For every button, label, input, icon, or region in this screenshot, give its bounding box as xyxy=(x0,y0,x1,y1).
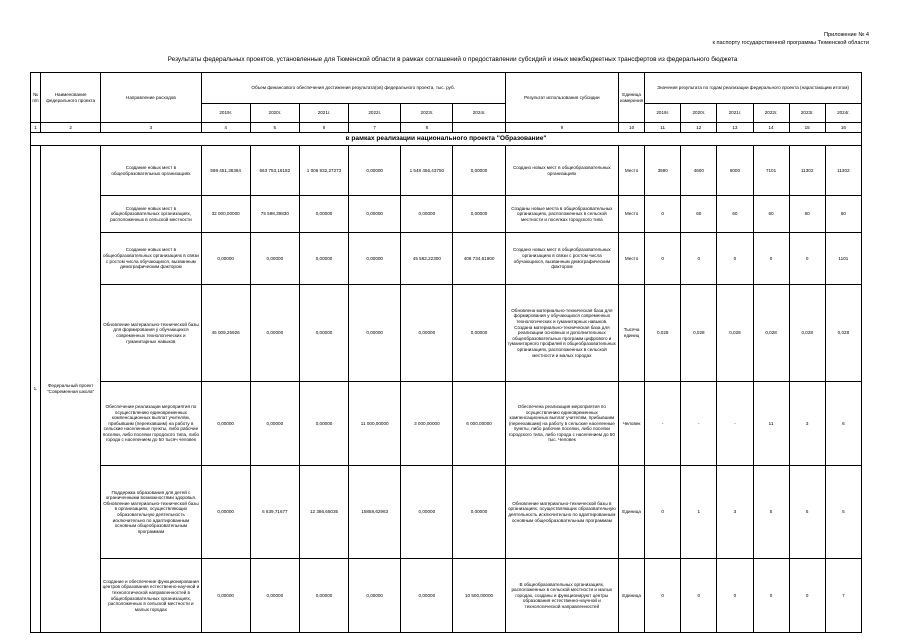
value-cell: 3 xyxy=(789,382,825,466)
column-number: 10 xyxy=(619,123,645,133)
column-number: 4 xyxy=(201,123,250,133)
value-cell: 0 xyxy=(645,233,681,285)
funding-cell: 598 451,36364 xyxy=(201,146,250,196)
value-cell: - xyxy=(681,382,717,466)
header-funding-year: 2020г. xyxy=(250,104,299,123)
funding-cell: 0,00000 xyxy=(401,466,453,559)
value-cell: 1 xyxy=(681,466,717,559)
funding-cell: 15858,62963 xyxy=(349,466,401,559)
column-number: 2 xyxy=(41,123,101,133)
header-funding-year: 2024г. xyxy=(453,104,505,123)
value-cell: 0 xyxy=(753,559,789,633)
column-number: 3 xyxy=(101,123,201,133)
direction-cell: Создание и обеспечение функционирования центров образования естественно-научной и технологической направленностей в общеобразовательных организациях, расположенных в сельской местности и малых городах xyxy=(101,559,201,633)
column-number: 6 xyxy=(299,123,348,133)
funding-cell: 0,00000 xyxy=(201,382,250,466)
value-cell: 0 xyxy=(753,233,789,285)
table-row xyxy=(31,382,862,466)
funding-cell: 0,00000 xyxy=(349,559,401,633)
table-row xyxy=(31,196,862,233)
value-cell: 0 xyxy=(717,233,753,285)
value-cell: 11302 xyxy=(789,146,825,196)
funding-cell: 0,00000 xyxy=(453,196,505,233)
row-number: 1. xyxy=(31,146,41,633)
value-cell: 6000 xyxy=(717,146,753,196)
value-cell: 3 xyxy=(717,466,753,559)
column-number: 16 xyxy=(825,123,861,133)
value-cell: 60 xyxy=(681,196,717,233)
value-cell: 0,028 xyxy=(681,285,717,382)
column-number-row xyxy=(31,123,862,133)
value-cell: 60 xyxy=(789,196,825,233)
value-cell: 4600 xyxy=(681,146,717,196)
header-funding-year: 2022г. xyxy=(349,104,401,123)
funding-cell: 0,00000 xyxy=(201,559,250,633)
funding-cell: 1 006 932,27273 xyxy=(299,146,348,196)
funding-cell: 0,00000 xyxy=(401,196,453,233)
header-funding-year: 2021г. xyxy=(299,104,348,123)
header-funding-year: 2019г. xyxy=(201,104,250,123)
value-cell: - xyxy=(717,382,753,466)
header-funding: Объем финансового обеспечения достижения результата(ов) федерального проекта, тыс. руб. xyxy=(201,73,505,104)
unit-cell: Место xyxy=(619,196,645,233)
table-row xyxy=(31,146,862,196)
funding-cell: 12 386,65035 xyxy=(299,466,348,559)
result-cell: Создано новых мест в общеобразовательных организациях xyxy=(505,146,618,196)
header-value-year: 2021г. xyxy=(717,104,753,123)
header-value-year: 2023г. xyxy=(789,104,825,123)
value-cell: 11302 xyxy=(825,146,861,196)
column-number: 11 xyxy=(645,123,681,133)
value-cell: 60 xyxy=(825,196,861,233)
unit-cell: Единица xyxy=(619,559,645,633)
result-cell: В общеобразовательных организациях, расположенных в сельской местности и малых городах, созданы и функционируют центры образования естественно-научной и технологической направленностей xyxy=(505,559,618,633)
direction-cell: Создание новых мест в общеобразовательных организациях, расположенных в сельской местности xyxy=(101,196,201,233)
table-row xyxy=(31,233,862,285)
result-cell: Обновление материально-технической базы в организациях, осуществляющих образовательную деятельность исключительно по адаптированным основным общеобразовательным программам xyxy=(505,466,618,559)
direction-cell: Обеспечение реализации мероприятия по осуществлению единовременных компенсационных выплат учителям, прибывшим (переехавшим) на работу в сельские населенные пункты, либо рабочие поселки, либо поселки городского типа, либо города с населением до 50 тысяч человек xyxy=(101,382,201,466)
value-cell: 1101 xyxy=(825,233,861,285)
column-number: 7 xyxy=(349,123,401,133)
column-number: 12 xyxy=(681,123,717,133)
funding-cell: 408 734,61900 xyxy=(453,233,505,285)
column-number: 15 xyxy=(789,123,825,133)
funding-cell: 0,00000 xyxy=(201,466,250,559)
appendix-note xyxy=(713,31,869,47)
value-cell: 0,028 xyxy=(753,285,789,382)
value-cell: 60 xyxy=(717,196,753,233)
header-unit: Единица измерения xyxy=(619,73,645,123)
value-cell: 0 xyxy=(645,196,681,233)
funding-cell: 0,00000 xyxy=(453,146,505,196)
funding-cell: 0,00000 xyxy=(453,466,505,559)
appendix-line-1: Приложение № 4 xyxy=(823,32,869,38)
header-value-year: 2020г. xyxy=(681,104,717,123)
column-number: 14 xyxy=(753,123,789,133)
section-title: в рамках реализации национального проекта "Образование" xyxy=(31,133,862,146)
funding-cell: 0,00000 xyxy=(299,285,348,382)
value-cell: 0 xyxy=(717,559,753,633)
funding-cell: 45 562,22300 xyxy=(401,233,453,285)
value-cell: 0 xyxy=(789,233,825,285)
funding-cell: 0,00000 xyxy=(453,285,505,382)
column-number: 5 xyxy=(250,123,299,133)
value-cell: 5 xyxy=(825,466,861,559)
header-value-year: 2019г. xyxy=(645,104,681,123)
funding-cell: 11 000,00000 xyxy=(349,382,401,466)
header-value-year: 2022г. xyxy=(753,104,789,123)
document-title: Результаты федеральных проектов, установленные для Тюменской области в рамках соглашений о предоставлении субсидий и иных межбюджетных трансфертов из федерального бюджета xyxy=(167,56,738,63)
unit-cell: Тысяча единиц xyxy=(619,285,645,382)
header-num: № п/п xyxy=(31,73,41,123)
unit-cell: Единица xyxy=(619,466,645,559)
result-cell: Обновлена материально-техническая база для формирования у обучающихся современных технологических и гуманитарных навыков. Создана материально-техническая база для реализации основных и дополнительных общеобразовательных программ цифрового и гуманитарного профилей в общеобразовательных организациях, расположенных в сельской местности и малых городах xyxy=(505,285,618,382)
funding-cell: 0,00000 xyxy=(250,285,299,382)
value-cell: 7 xyxy=(825,559,861,633)
value-cell: 6 xyxy=(825,382,861,466)
value-cell: - xyxy=(645,382,681,466)
funding-cell: 0,00000 xyxy=(299,382,348,466)
funding-cell: 0,00000 xyxy=(299,196,348,233)
header-direction: Направление расходов xyxy=(101,73,201,123)
value-cell: 0 xyxy=(645,559,681,633)
header-funding-year: 2023г. xyxy=(401,104,453,123)
unit-cell: Место xyxy=(619,146,645,196)
funding-cell: 0,00000 xyxy=(349,285,401,382)
result-cell: Создано новых мест в общеобразовательных организациях в связи с ростом числа обучающихся, вызванным демографическим фактором xyxy=(505,233,618,285)
funding-cell: 0,00000 xyxy=(401,559,453,633)
value-cell: 0 xyxy=(681,559,717,633)
funding-cell: 0,00000 xyxy=(299,233,348,285)
results-table xyxy=(30,72,862,633)
value-cell: 0 xyxy=(645,466,681,559)
table-row xyxy=(31,285,862,382)
funding-cell: 0,00000 xyxy=(349,146,401,196)
value-cell: 3590 xyxy=(645,146,681,196)
result-cell: Обеспечена реализация мероприятия по осуществлению единовременных компенсационных выплат учителям, прибывшим (переехавшим) на работу в сельские населенные пункты, либо рабочие поселки, либо поселки городского типа, либо города с населением до 50 тыс. Человек xyxy=(505,382,618,466)
column-number: 8 xyxy=(401,123,453,133)
direction-cell: Обновление материально-технической базы для формирования у обучающихся современных технологических и гуманитарных навыков xyxy=(101,285,201,382)
funding-cell: 0,00000 xyxy=(349,196,401,233)
header-project-name: Наименование федерального проекта xyxy=(41,73,101,123)
value-cell: 11 xyxy=(753,382,789,466)
table-row xyxy=(31,466,862,559)
column-number: 13 xyxy=(717,123,753,133)
direction-cell: Создание новых мест в общеобразовательных организациях в связи с ростом числа обучающихся, вызванным демографическим фактором xyxy=(101,233,201,285)
funding-cell: 0,00000 xyxy=(349,233,401,285)
value-cell: 5 xyxy=(789,466,825,559)
section-row xyxy=(31,133,862,146)
funding-cell: 3 000,00000 xyxy=(401,382,453,466)
header-result: Результат использования субсидии xyxy=(505,73,618,123)
funding-cell: 0,00000 xyxy=(299,559,348,633)
header-values: Значения результата по годам реализации федерального проекта (нарастающим итогом) xyxy=(645,73,862,104)
funding-cell: 45 009,25926 xyxy=(201,285,250,382)
value-cell: 5 xyxy=(753,466,789,559)
value-cell: 7101 xyxy=(753,146,789,196)
direction-cell: Создание новых мест в общеобразовательных организациях xyxy=(101,146,201,196)
funding-cell: 663 753,18182 xyxy=(250,146,299,196)
header-value-year: 2024г. xyxy=(825,104,861,123)
project-name: Федеральный проект "Современная школа" xyxy=(41,146,101,633)
funding-cell: 0,00000 xyxy=(250,559,299,633)
value-cell: 60 xyxy=(753,196,789,233)
value-cell: 0,028 xyxy=(789,285,825,382)
value-cell: 0,028 xyxy=(717,285,753,382)
unit-cell: Место xyxy=(619,233,645,285)
funding-cell: 6 639,71677 xyxy=(250,466,299,559)
funding-cell: 10 500,00000 xyxy=(453,559,505,633)
funding-cell: 0,00000 xyxy=(201,233,250,285)
value-cell: 0 xyxy=(789,559,825,633)
value-cell: 0,028 xyxy=(825,285,861,382)
value-cell: 0 xyxy=(681,233,717,285)
value-cell: 0,028 xyxy=(645,285,681,382)
funding-cell: 1 548 456,43750 xyxy=(401,146,453,196)
unit-cell: Человек xyxy=(619,382,645,466)
funding-cell: 0,00000 xyxy=(250,233,299,285)
appendix-line-2: к паспорту государственной программы Тюменской области xyxy=(712,40,869,46)
column-number: 1 xyxy=(31,123,41,133)
direction-cell: Поддержка образования для детей с ограниченными возможностями здоровья. Обновление материально-технической базы в организациях, осуществляющих образовательную деятельность исключительно по адаптированным основным общеобразовательным программам xyxy=(101,466,201,559)
funding-cell: 0,00000 xyxy=(250,382,299,466)
column-number: 9 xyxy=(505,123,618,133)
funding-cell: 0,00000 xyxy=(401,285,453,382)
funding-cell: 75 598,39830 xyxy=(250,196,299,233)
funding-cell: 6 000,00000 xyxy=(453,382,505,466)
table-row xyxy=(31,559,862,633)
funding-cell: 32 000,00000 xyxy=(201,196,250,233)
result-cell: Созданы новые места в общеобразовательных организациях, расположенных в сельской местности и поселках городского типа xyxy=(505,196,618,233)
